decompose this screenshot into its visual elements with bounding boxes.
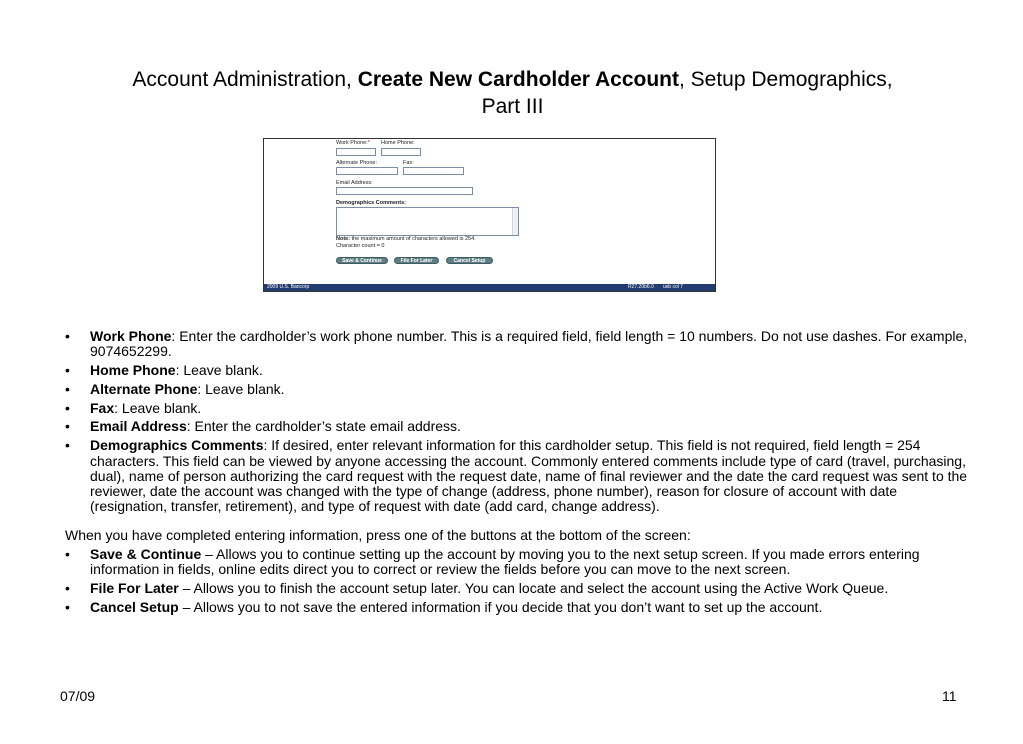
item-text: – Allows you to continue setting up the account by moving you to the next setup screen. If you made errors entering information in fields, online edits direct you to correct or review the fields before you can move to the next screen. [90,546,920,578]
bullet-dot: • [65,437,70,454]
char-count: Character count = 0 [336,243,385,249]
item-term: Work Phone [90,328,172,344]
screenshot-footer [264,284,715,291]
button-list [65,547,970,615]
required-mark: * [367,140,370,146]
bullet-dot: • [65,362,70,379]
comments-textarea[interactable] [336,207,519,236]
item-term: File For Later [90,580,179,597]
list-item [65,382,970,397]
instructions [65,329,970,619]
list-item [65,438,970,514]
work-phone-label: Work Phone:* [336,140,370,146]
item-term: Fax [90,399,115,416]
bullet-dot: • [65,546,70,563]
textarea-scrollbar[interactable] [512,208,518,235]
item-text: : Leave blank. [175,362,263,379]
list-item [65,329,970,360]
field-list [65,329,970,515]
comments-label: Demographics Comments: [336,200,406,206]
slide-title [60,66,965,120]
fax-input[interactable] [403,167,464,175]
email-label: Email Address: [336,180,373,186]
title-line2: Part III [481,95,544,118]
bullet-dot: • [65,380,70,397]
footer-server: usb col 7 [663,284,684,290]
title-prefix: Account Administration, [132,68,358,91]
item-term: Alternate Phone [90,380,198,397]
item-text: – Allows you to not save the entered information if you decide that you don’t want to set up the account. [178,598,823,615]
item-text: : Leave blank. [114,399,202,416]
work-phone-input[interactable] [336,148,376,156]
title-suffix: , Setup Demographics, [678,68,893,91]
bullet-dot: • [65,328,70,344]
save-continue-button[interactable]: Save & Continue [336,257,388,264]
home-phone-input[interactable] [381,148,421,156]
bullet-dot: • [65,598,70,615]
item-text: : If desired, enter relevant information for this cardholder setup. This field is not required, field length = 254 characters. This field can be viewed by anyone accessing the account. Commonly entered comments include type of card (travel, purchasing, dual), name of person authorizing the card request with the request date, name of final reviewer and the date the card request was sent to the reviewer, date the account was changed with the type of change (address, phone number), reason for closure of account with date (resignation, transfer, retirement), and type of request with date (add card, change address). [90,437,968,515]
list-item [65,419,970,434]
bullet-dot: • [65,418,70,435]
item-term: Email Address [90,418,187,435]
buttons-intro: When you have completed entering information, press one of the buttons at the bottom of the screen: [65,527,691,544]
list-item [65,547,970,578]
email-input[interactable] [336,187,473,195]
cancel-setup-button[interactable]: Cancel Setup [446,257,493,264]
note-text: Note: the maximum amount of characters allowed is 254. [336,236,476,242]
item-text: : Enter the cardholder’s work phone number. This is a required field, field length = 10 numbers. Do not use dashes. For example, 9074652299. [90,328,968,360]
alternate-phone-input[interactable] [336,167,398,175]
item-text: – Allows you to finish the account setup later. You can locate and select the account using the Active Work Queue. [178,580,889,597]
item-text: : Leave blank. [197,380,285,397]
footer-date: 07/09 [60,688,96,704]
item-term: Cancel Setup [90,598,179,615]
list-item [65,600,970,615]
item-term: Save & Continue [90,546,202,563]
fax-label: Fax: [403,160,414,166]
item-term: Demographics Comments [90,437,264,454]
footer-version: R27.20b6.0 [628,284,654,290]
item-text: : Enter the cardholder’s state email address. [186,418,461,435]
list-item [65,581,970,596]
list-item [65,401,970,416]
bullet-dot: • [65,399,70,416]
bullet-dot: • [65,580,70,597]
list-item [65,363,970,378]
item-term: Home Phone [90,362,176,379]
home-phone-label: Home Phone: [381,140,415,146]
form-screenshot [263,138,716,292]
title-bold: Create New Cardholder Account [357,68,679,91]
footer-copyright: 2009 U.S. Bancorp [267,284,310,290]
page-number: 11 [942,688,957,704]
file-for-later-button[interactable]: File For Later [394,257,439,264]
alternate-phone-label: Alternate Phone: [336,160,377,166]
